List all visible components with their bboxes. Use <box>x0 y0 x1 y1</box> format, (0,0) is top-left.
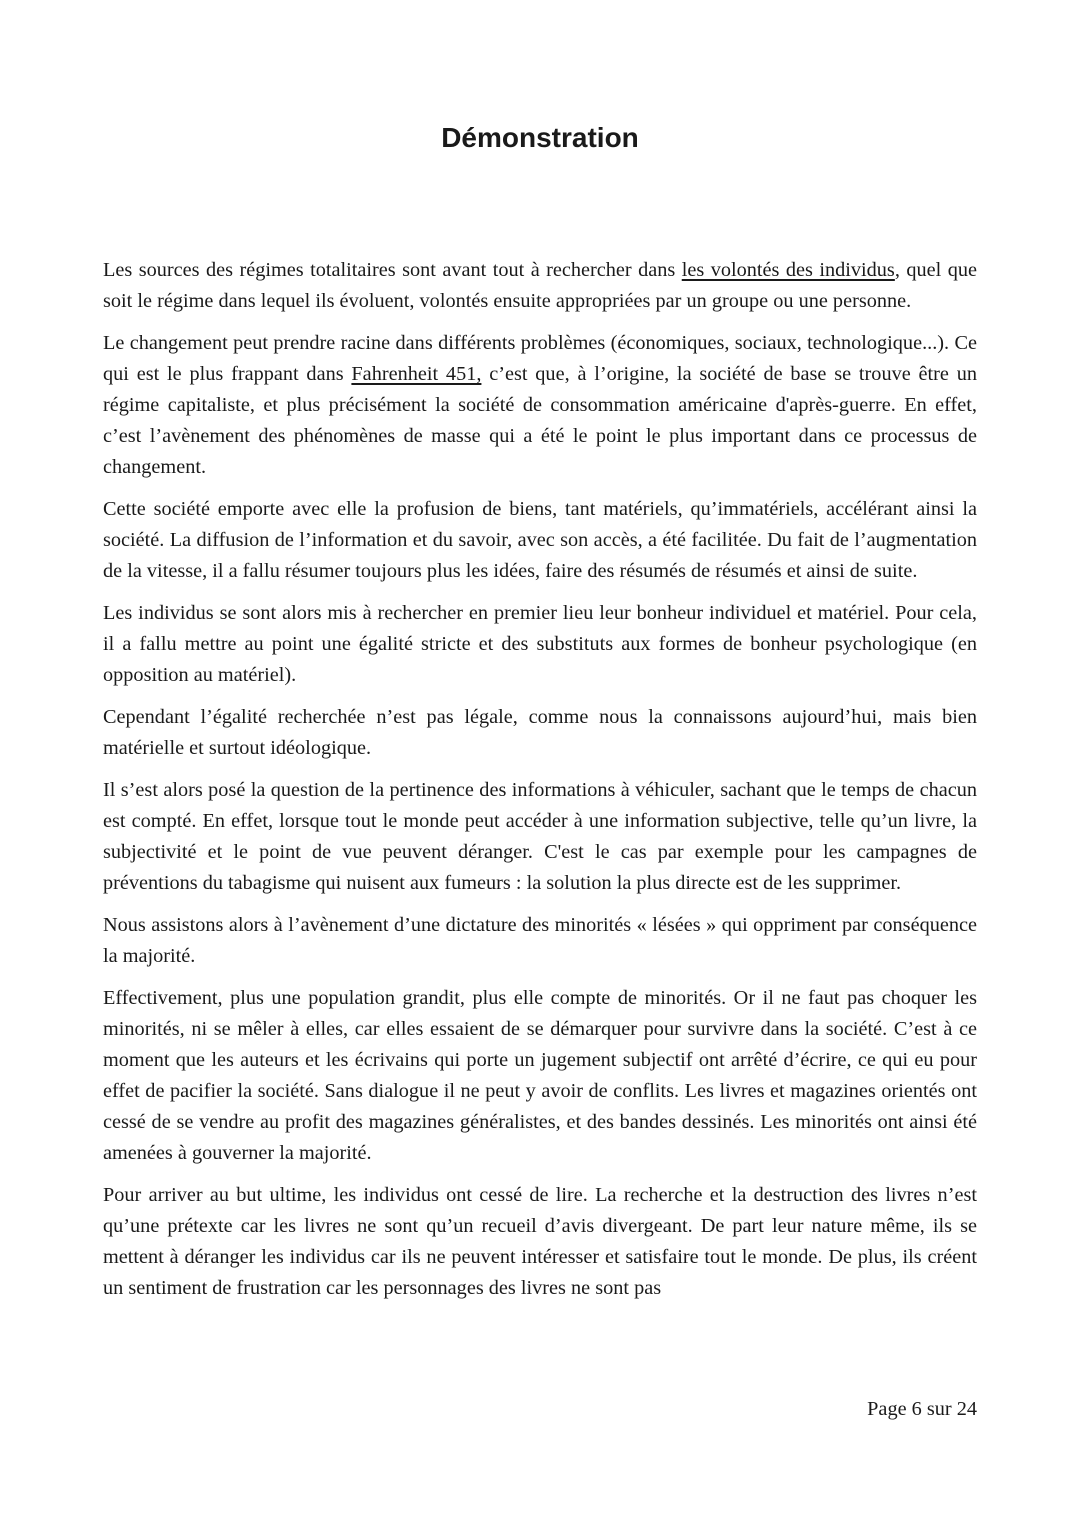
underlined-text: les volontés des individus <box>681 259 895 281</box>
paragraph: Pour arriver au but ultime, les individus ont cessé de lire. La recherche et la destruction des livres n’est qu’une prétexte car les livres ne sont qu’un recueil d’avis divergeant. De part leur nature même, ils se mettent à déranger les individus car ils ne peuvent intéresser et satisfaire tout le monde. De plus, ils créent un sentiment de frustration car les personnages des livres ne sont pas <box>103 1184 977 1299</box>
paragraph: Il s’est alors posé la question de la pertinence des informations à véhiculer, sachant que le temps de chacun est compté. En effet, lorsque tout le monde peut accéder à une information subjective, telle qu’un livre, la subjectivité et le point de vue peuvent déranger. C'est le cas par exemple pour les campagnes de préventions du tabagisme qui nuisent aux fumeurs : la solution la plus directe est de les supprimer. <box>103 779 977 894</box>
text: Les sources des régimes totalitaires sont avant tout à rechercher dans <box>103 259 682 281</box>
page-title: Démonstration <box>441 122 639 153</box>
paragraph: Effectivement, plus une population grandit, plus elle compte de minorités. Or il ne faut pas choquer les minorités, ni se mêler à elles, car elles essaient de se démarquer pour survivre dans la société. C’est à ce moment que les auteurs et les écrivains qui porte un jugement subjectif ont arrêté d’écrire, ce qui eu pour effet de pacifier la société. Sans dialogue il ne peut y avoir de conflits. Les livres et magazines orientés ont cessé de se vendre au profit des magazines généralistes, et des bandes dessinés. Les minorités ont ainsi été amenées à gouverner la majorité. <box>103 987 977 1164</box>
paragraph: Cette société emporte avec elle la profusion de biens, tant matériels, qu’immatériels, accélérant ainsi la société. La diffusion de l’information et du savoir, avec son accès, a été facilitée. Du fait de l’augmentation de la vitesse, il a fallu résumer toujours plus les idées, faire des résumés de résumés et ainsi de suite. <box>103 498 977 582</box>
page-number: Page 6 sur 24 <box>867 1398 977 1420</box>
text: c’est que, à l’origine, la société de base se trouve être un régime capitaliste, et plus précisément la société de consommation américaine d'après-guerre. En effet, c’est l’avènement des phénomènes de masse qui a été le point le plus important dans ce processus de changement. <box>103 363 977 478</box>
paragraph <box>103 328 977 483</box>
paragraph <box>103 255 977 317</box>
paragraph: Les individus se sont alors mis à rechercher en premier lieu leur bonheur individuel et matériel. Pour cela, il a fallu mettre au point une égalité stricte et des substituts aux formes de bonheur psychologique (en opposition au matériel). <box>103 602 977 686</box>
text: , quel que soit le régime dans lequel ils évoluent, volontés ensuite appropriées par un groupe ou une personne. <box>103 259 977 312</box>
paragraph: Cependant l’égalité recherchée n’est pas légale, comme nous la connaissons aujourd’hui, mais bien matérielle et surtout idéologique. <box>103 706 977 759</box>
paragraph: Nous assistons alors à l’avènement d’une dictature des minorités « lésées » qui oppriment par conséquence la majorité. <box>103 914 977 967</box>
text: Le changement peut prendre racine dans différents problèmes (économiques, sociaux, technologique...). Ce qui est le plus frappant dans <box>103 332 977 385</box>
document-body <box>103 255 977 1315</box>
book-title: Fahrenheit 451, <box>351 363 482 385</box>
